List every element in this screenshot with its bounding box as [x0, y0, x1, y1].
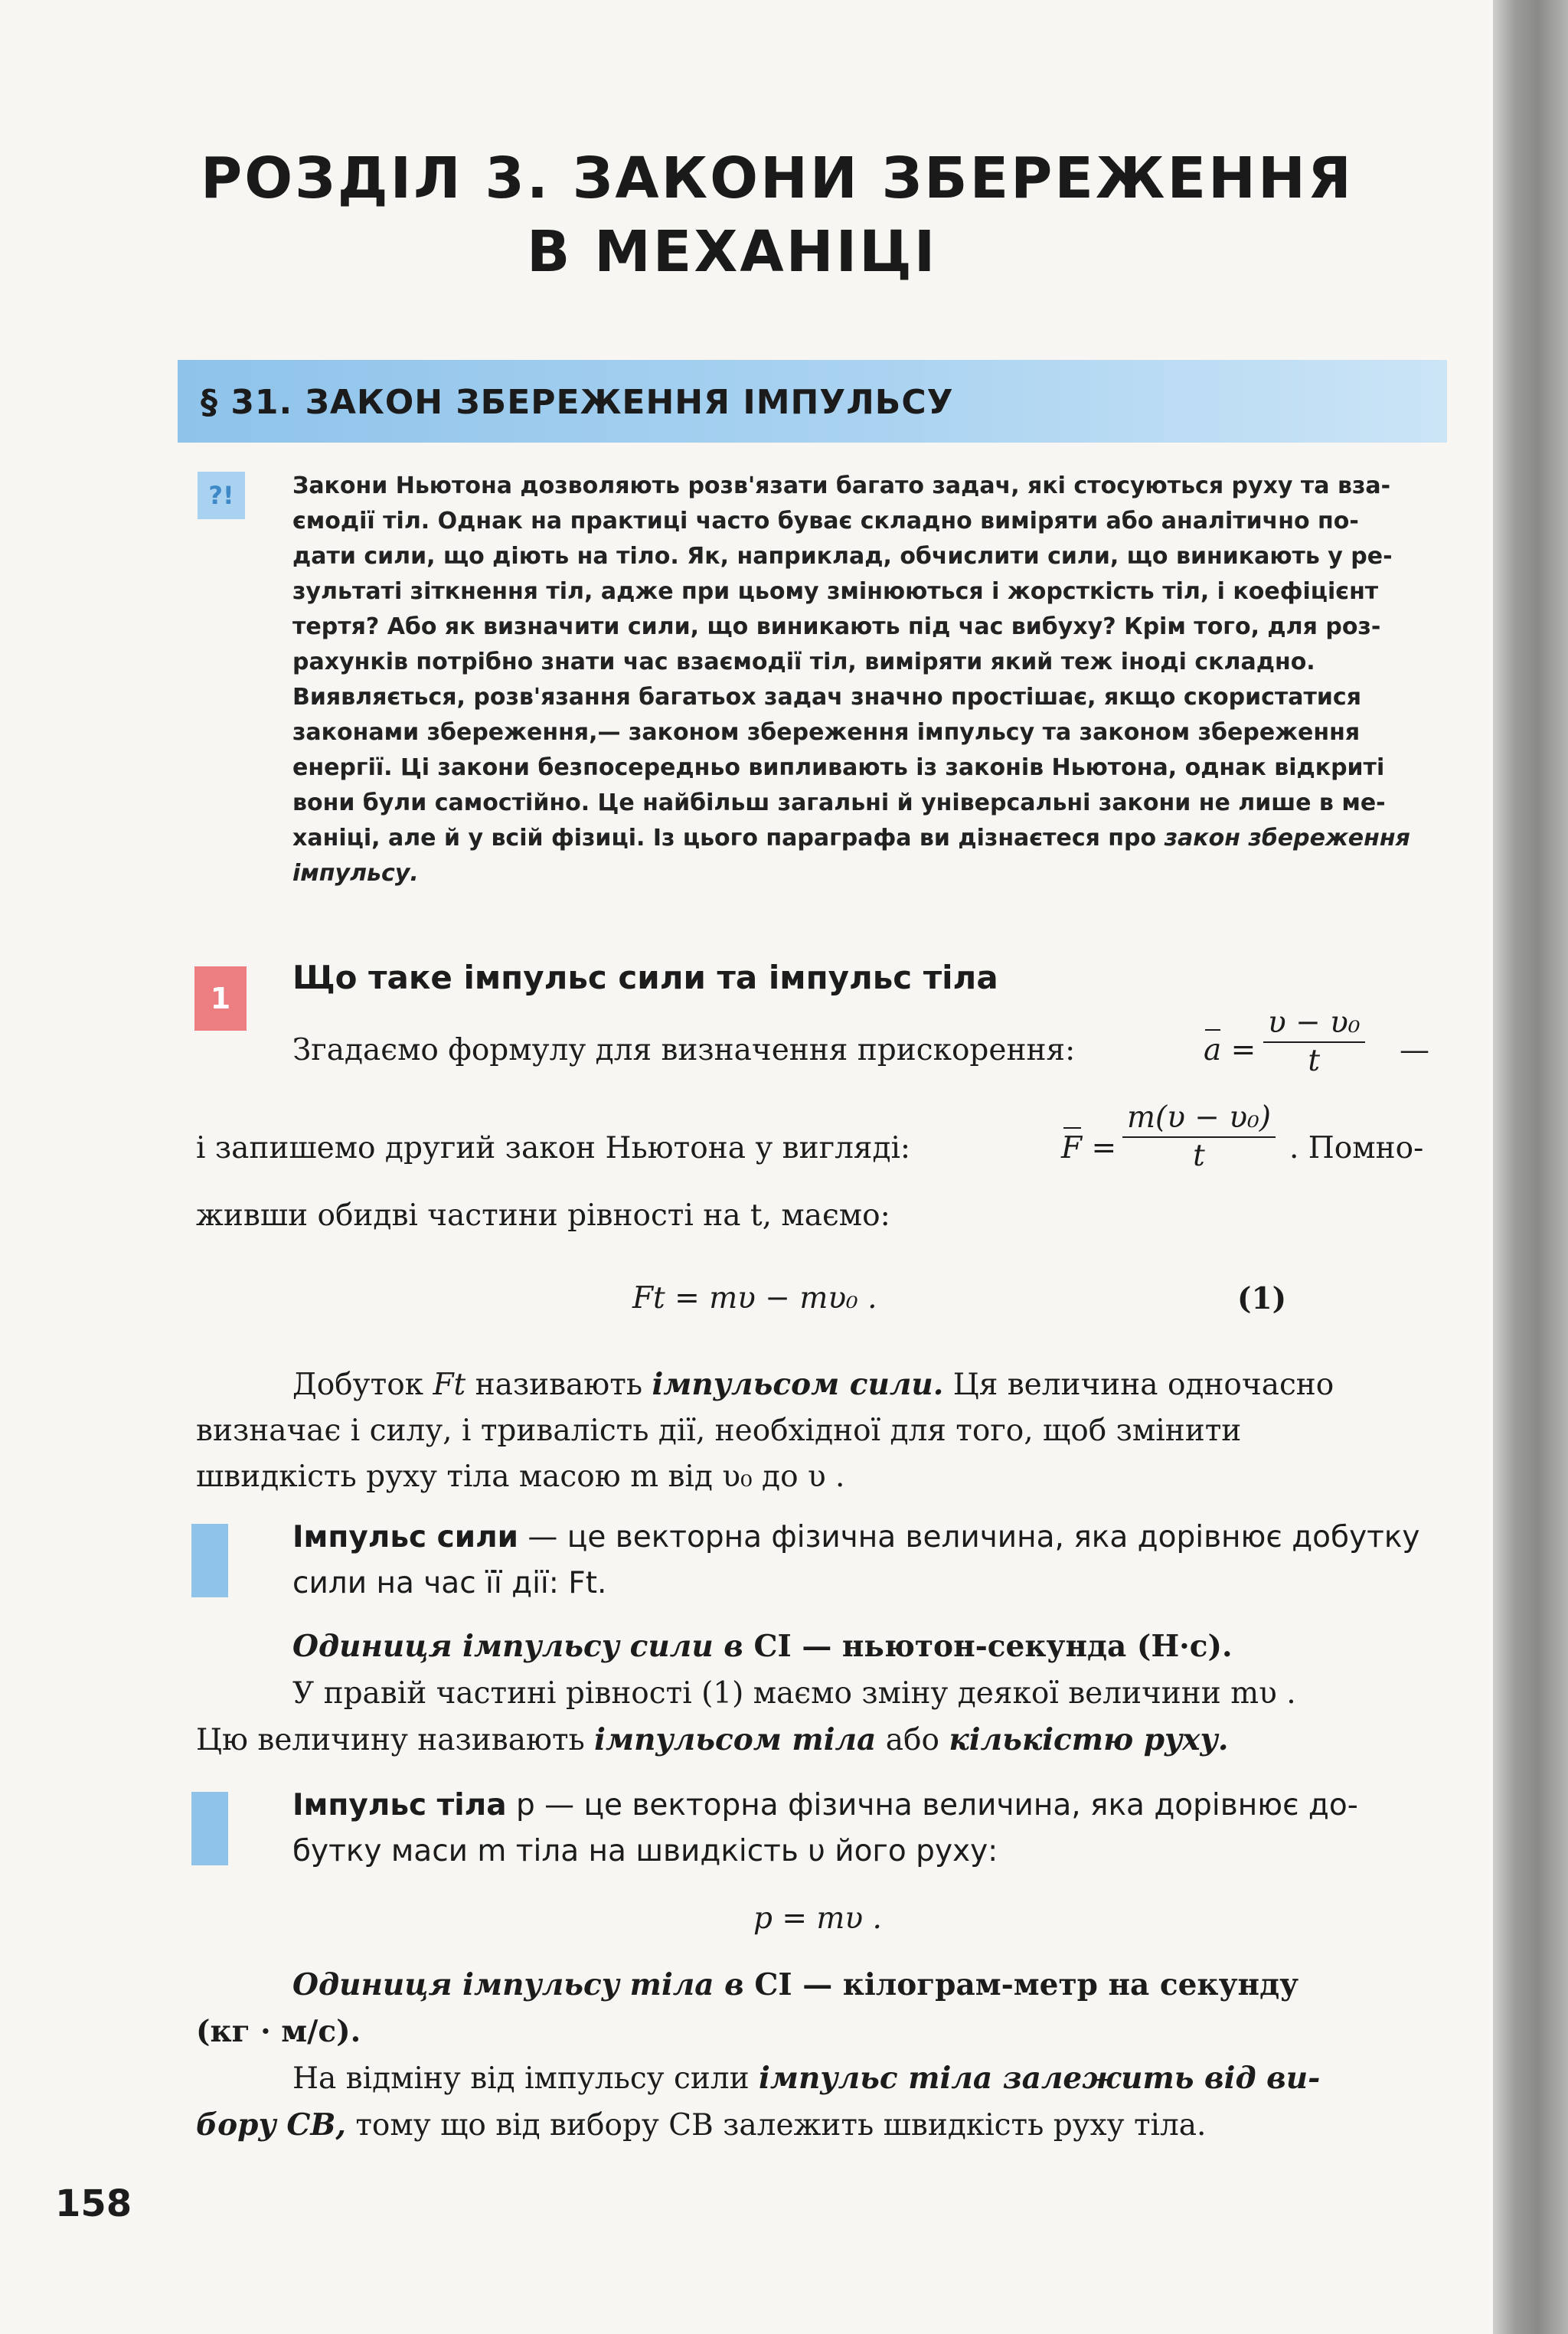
intro-line: зультаті зіткнення тіл, адже при цьому змінюються і жорсткість тіл, і коефіцієнт — [292, 578, 1379, 605]
text-run: На відміну від імпульсу сили — [292, 2061, 760, 2096]
unit-label: Одиниця імпульсу сили в — [292, 1629, 743, 1664]
acceleration-lhs: a = — [1204, 1028, 1256, 1074]
definition-marker — [191, 1524, 228, 1597]
unit-label: Одиниця імпульсу тіла в — [292, 1967, 744, 2002]
acceleration-text: Згадаємо формулу для визначення прискорення: — [292, 1033, 1076, 1067]
fraction-numerator: m(υ − υ₀) — [1122, 1100, 1276, 1138]
paragraph-line — [196, 1717, 1452, 1764]
newton-law-tail: . Помно- — [1289, 1131, 1424, 1165]
text-run: або — [876, 1723, 949, 1757]
emphasis-term: імпульс тіла залежить від ви- — [759, 2061, 1321, 2096]
paragraph-line — [196, 1362, 1452, 1408]
text-run: Цю величину називають — [196, 1723, 595, 1757]
equation-1: Ft = mυ − mυ₀ . — [632, 1281, 877, 1316]
text-run: Добуток — [292, 1368, 433, 1402]
intro-line: тертя? Або як визначити сили, що виникають під час вибуху? Крім того, для роз- — [292, 613, 1381, 640]
question-badge-icon: ?! — [198, 472, 245, 519]
intro-emphasis-2: імпульсу. — [292, 860, 419, 887]
unit-momentum — [196, 1962, 1452, 2055]
intro-line: Закони Ньютона дозволяють розв'язати багато задач, які стосуються руху та вза- — [292, 472, 1391, 499]
text-run: називають — [466, 1368, 652, 1402]
unit-value: СІ — ньютон-секунда (Н·с). — [743, 1629, 1233, 1664]
book-spine-shadow — [1493, 0, 1568, 2334]
emphasis-term: імпульсом сили. — [652, 1367, 944, 1402]
intro-line: ємодії тіл. Однак на практиці часто буває складно виміряти або аналітично по- — [292, 508, 1359, 534]
intro-text — [292, 469, 1456, 891]
subsection-number-badge: 1 — [194, 966, 247, 1031]
equation-momentum: p = mυ . — [753, 1901, 882, 1936]
definition-term: Імпульс тіла — [292, 1788, 507, 1822]
intro-line: енергії. Ці закони безпосередньо випливають із законів Ньютона, однак відкриті — [292, 754, 1385, 781]
paragraph-line: (кг · м/с). — [196, 2014, 361, 2049]
definition-impulse-force — [292, 1515, 1456, 1607]
newton-fraction — [1122, 1100, 1276, 1175]
text-run: тому що від вибору СВ залежить швидкість руху тіла. — [345, 2108, 1207, 2143]
impulse-force-paragraph — [196, 1362, 1452, 1500]
momentum-intro-paragraph — [196, 1671, 1452, 1764]
emphasis-term: бору СВ, — [196, 2107, 346, 2143]
chapter-title-line2: В МЕХАНІЦІ — [527, 219, 938, 285]
intro-line: законами збереження,— законом збереження імпульсу та законом збереження — [292, 719, 1361, 746]
em-dash: — — [1400, 1033, 1429, 1067]
vector-f: F — [1061, 1126, 1082, 1172]
intro-emphasis: закон збереження — [1164, 825, 1410, 852]
paragraph-line — [196, 2102, 1452, 2149]
intro-line-text: ханіці, але й у всій фізиці. Із цього параграфа ви дізнаєтеся про — [292, 825, 1165, 852]
page-number: 158 — [55, 2182, 132, 2225]
acceleration-paragraph — [292, 1005, 1456, 1097]
vector-a: a — [1204, 1028, 1221, 1074]
definition-text: — це векторна фізична величина, яка дорівнює добутку — [518, 1520, 1420, 1554]
intro-line: рахунків потрібно знати час взаємодії тіл, виміряти який теж іноді складно. — [292, 649, 1315, 675]
definition-line: сили на час її дії: Ft. — [292, 1566, 607, 1600]
text-run: Ця величина одночасно — [943, 1368, 1334, 1402]
newton-law-paragraph — [196, 1095, 1452, 1195]
equation-1-label: (1) — [1237, 1281, 1287, 1316]
newton-law-lhs: F = — [1061, 1126, 1116, 1172]
definition-line — [292, 1515, 1456, 1561]
definition-line — [292, 1783, 1456, 1829]
intro-line: вони були самостійно. Це найбільш загальні й універсальні закони не лише в ме- — [292, 789, 1386, 816]
fraction-denominator: t — [1308, 1044, 1321, 1078]
fraction-numerator: υ − υ₀ — [1263, 1005, 1365, 1043]
emphasis-term: кількістю руху. — [949, 1722, 1229, 1757]
intro-line — [292, 821, 1456, 856]
fraction-denominator: t — [1193, 1139, 1205, 1173]
paragraph-line: визначає і силу, і тривалість дії, необхідної для того, щоб змінити — [196, 1414, 1242, 1448]
newton-law-text: і запишемо другий закон Ньютона у вигляді: — [196, 1131, 911, 1165]
paragraph-line: швидкість руху тіла масою m від υ₀ до υ . — [196, 1460, 845, 1494]
definition-momentum — [292, 1783, 1456, 1875]
unit-value: СІ — кілограм-метр на секунду — [743, 1967, 1299, 2002]
intro-line: дати сили, що діють на тіло. Як, наприклад, обчислити сили, що виникають у ре- — [292, 543, 1393, 570]
chapter-title-line1: РОЗДІЛ 3. ЗАКОНИ ЗБЕРЕЖЕННЯ — [201, 145, 1354, 211]
emphasis-term: імпульсом тіла — [594, 1722, 877, 1757]
paragraph-line — [196, 2055, 1452, 2102]
definition-term: Імпульс сили — [292, 1520, 519, 1554]
definition-text: p — це векторна фізична величина, яка дорівнює до- — [506, 1788, 1358, 1822]
impulse-symbol: Ft — [433, 1368, 466, 1402]
unit-impulse-force — [292, 1623, 1233, 1670]
frame-dependence-paragraph — [196, 2055, 1452, 2149]
acceleration-fraction — [1263, 1005, 1365, 1080]
definition-marker — [191, 1792, 228, 1865]
paragraph-line: У правій частині рівності (1) маємо зміну деякої величини mυ . — [292, 1676, 1296, 1711]
multiply-text: живши обидві частини рівності на t, маємо: — [196, 1198, 890, 1233]
section-title: § 31. ЗАКОН ЗБЕРЕЖЕННЯ ІМПУЛЬСУ — [201, 383, 954, 422]
paragraph-line — [196, 1962, 1452, 2009]
intro-line: Виявляється, розв'язання багатьох задач значно простішає, якщо скористатися — [292, 684, 1361, 711]
definition-line: бутку маси m тіла на швидкість υ його руху: — [292, 1834, 998, 1868]
subsection-title: Що таке імпульс сили та імпульс тіла — [292, 959, 998, 996]
